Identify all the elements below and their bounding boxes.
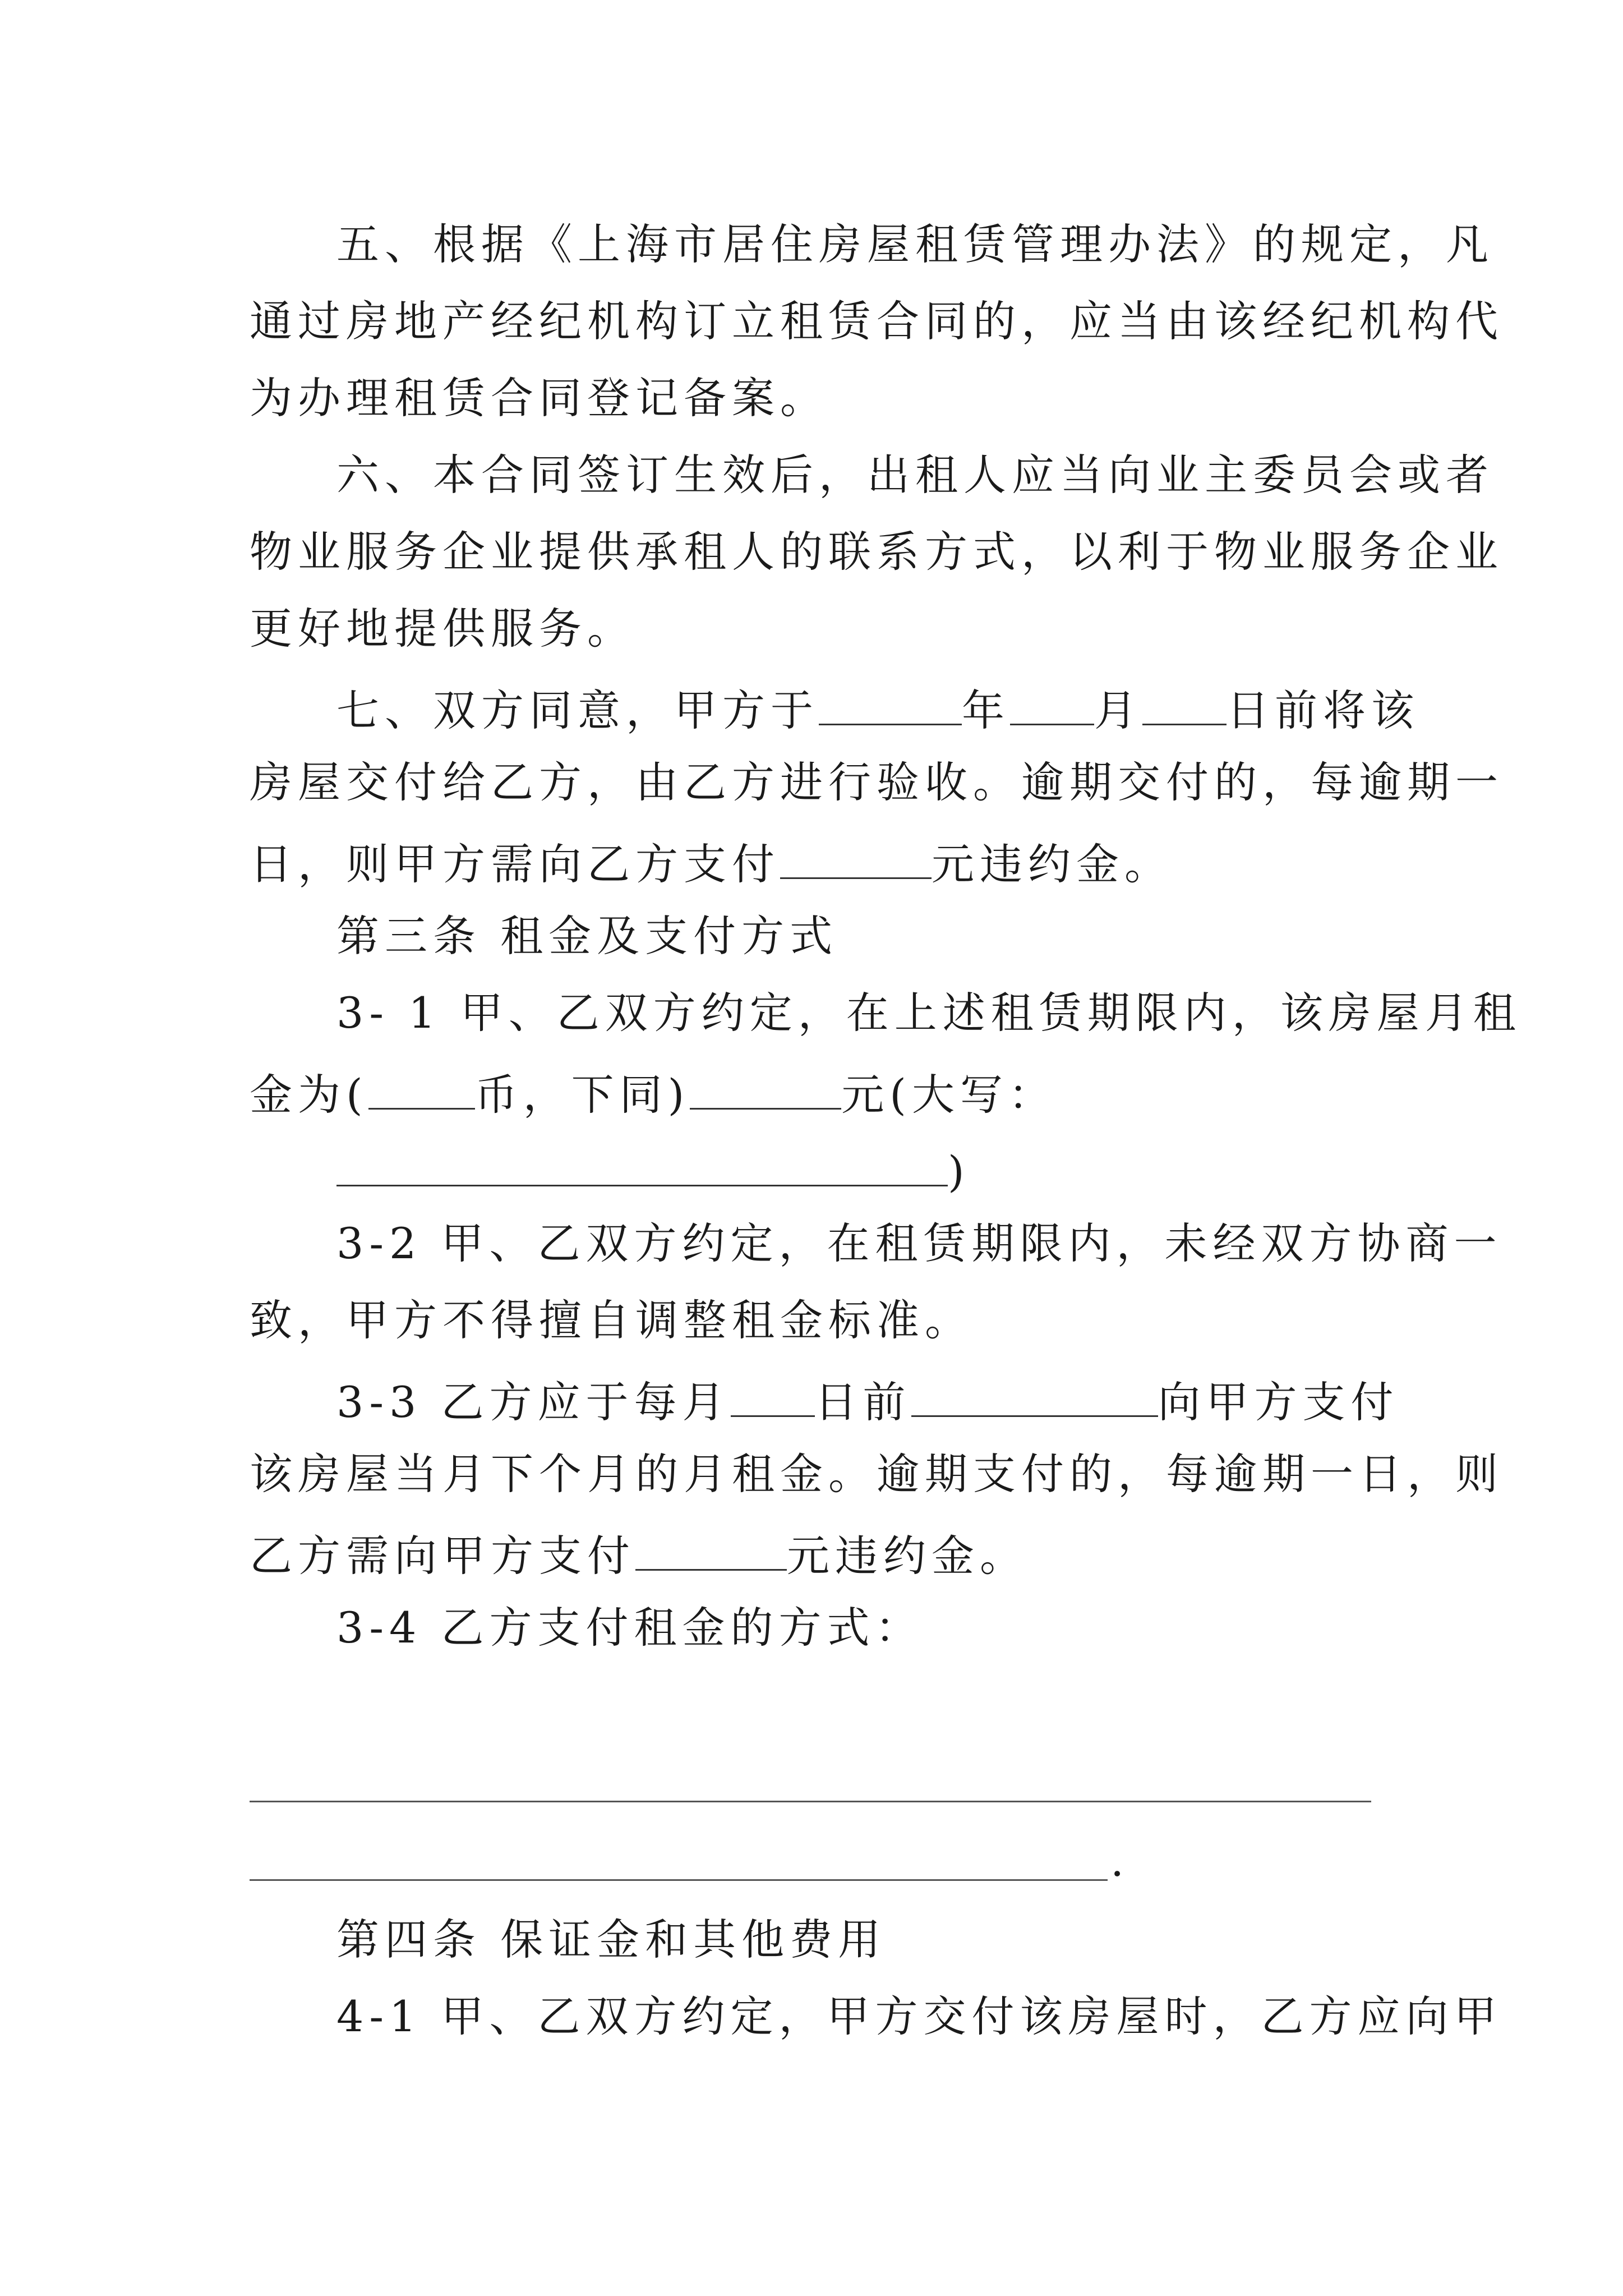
text-segment: 日前 — [814, 1377, 911, 1427]
text-line: 3-4 乙方支付租金的方式： — [336, 1603, 924, 1653]
text-line: 五、根据《上海市居住房屋租赁管理办法》的规定，凡 — [336, 219, 1494, 269]
text-line: 为办理租赁合同登记备案。 — [250, 373, 828, 423]
blank-penalty-amount — [780, 838, 932, 879]
blank-day — [1142, 684, 1227, 725]
blank-year — [819, 684, 962, 725]
text-segment: 币，下同) — [474, 1070, 690, 1120]
text-line: 该房屋当月下个月的月租金。逾期支付的，每逾期一日，则 — [250, 1449, 1504, 1499]
text-line — [250, 1069, 1057, 1120]
blank-currency — [368, 1069, 475, 1110]
section-heading: 第四条 保证金和其他费用 — [336, 1915, 887, 1964]
text-segment: 日，则甲方需向乙方支付 — [250, 839, 780, 889]
blank-rent-amount — [690, 1069, 841, 1110]
text-segment: 乙方需向甲方支付 — [250, 1531, 635, 1581]
text-line: 3-2 甲、乙双方约定，在租赁期限内，未经双方协商一 — [336, 1218, 1502, 1268]
text-segment: 七、双方同意，甲方于 — [336, 685, 819, 735]
text-line — [250, 838, 1173, 889]
text-segment: 日前将该 — [1227, 685, 1419, 735]
text-line: 六、本合同签订生效后，出租人应当向业主委员会或者 — [336, 450, 1494, 500]
blank-pay-day — [731, 1376, 815, 1417]
blank-late-fee — [635, 1530, 787, 1571]
text-segment: 月 — [1094, 685, 1142, 735]
blank-pay-period — [911, 1376, 1158, 1417]
section-heading: 第三条 租金及支付方式 — [336, 911, 838, 961]
blank-amount-in-words — [336, 1145, 948, 1186]
period-mark: . — [1110, 1836, 1124, 1886]
text-line: 房屋交付给乙方，由乙方进行验收。逾期交付的，每逾期一 — [250, 757, 1504, 807]
text-line — [336, 1145, 970, 1197]
text-line — [336, 1376, 1399, 1427]
text-segment: 向甲方支付 — [1158, 1377, 1399, 1427]
text-line: 4-1 甲、乙双方约定，甲方交付该房屋时，乙方应向甲 — [336, 1991, 1502, 2041]
text-line: 更好地提供服务。 — [250, 604, 635, 654]
text-segment: 元(大写： — [841, 1070, 1057, 1120]
blank-month — [1010, 684, 1094, 725]
blank-line-payment-method — [250, 1801, 1371, 1802]
text-line: 致，甲方不得擅自调整租金标准。 — [250, 1295, 973, 1345]
text-line: 3- 1 甲、乙双方约定，在上述租赁期限内，该房屋月租 — [336, 988, 1521, 1038]
text-line — [336, 684, 1419, 735]
text-segment: 3-3 乙方应于每月 — [336, 1377, 731, 1427]
text-segment: 元违约金。 — [787, 1531, 1028, 1581]
text-segment: 年 — [962, 685, 1010, 735]
text-segment: ) — [948, 1147, 970, 1197]
text-line — [250, 1530, 1028, 1581]
text-segment: 元违约金。 — [932, 839, 1173, 889]
text-line: 通过房地产经纪机构订立租赁合同的，应当由该经纪机构代 — [250, 296, 1504, 346]
text-line: 物业服务企业提供承租人的联系方式，以利于物业服务企业 — [250, 527, 1504, 577]
text-segment: 金为( — [250, 1070, 368, 1120]
blank-line-payment-method — [250, 1879, 1108, 1881]
